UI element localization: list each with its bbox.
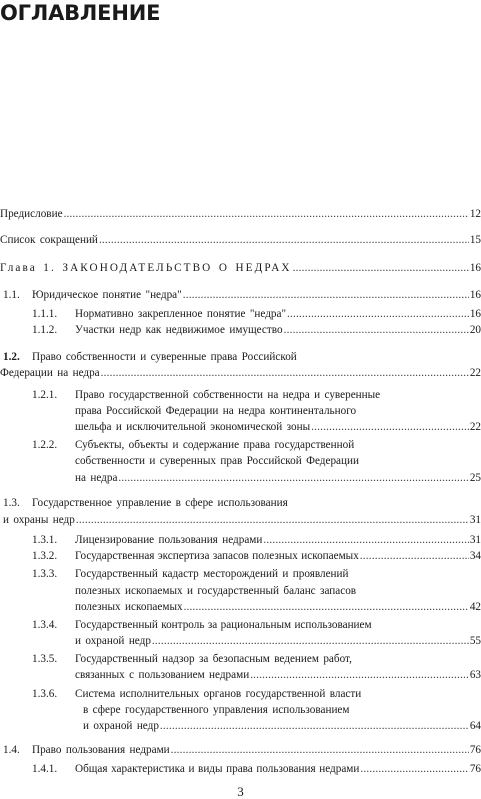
toc-page-number: 16: [469, 289, 481, 301]
toc-page-number: 22: [469, 367, 481, 379]
toc-entry-text: Участки недр как недвижимое имущество: [75, 324, 283, 336]
dot-leader: [160, 719, 469, 733]
dot-leader: [99, 233, 469, 247]
toc-entry-continuation: и охраны недр: [3, 514, 75, 526]
toc-entry-1-4-1: [75, 762, 481, 776]
dot-leader: [183, 288, 469, 302]
toc-page-number: 20: [469, 324, 481, 336]
toc-entry-1-1: [32, 288, 481, 302]
toc-section-number: 1.3.1.: [32, 534, 58, 546]
toc-entry-continuation: Федерации на недра: [0, 367, 100, 379]
toc-entry-1-3-2: [75, 549, 481, 563]
toc-entry-text: Государственный контроль за рациональным использованием: [75, 619, 372, 631]
toc-section-number: 1.3.: [3, 497, 20, 509]
dot-leader: [152, 634, 469, 648]
toc-entry-1-3-6: [83, 719, 481, 733]
toc-page-number: 12: [469, 208, 481, 220]
toc-section-number: 1.1.1.: [32, 308, 58, 320]
dot-leader: [293, 261, 469, 275]
toc-entry-text: Право пользования недрами: [32, 744, 170, 756]
toc-entry-text: Общая характеристика и виды права пользования недрами: [75, 763, 360, 775]
toc-section-number: 1.4.: [3, 744, 20, 756]
toc-page-number: 34: [469, 550, 481, 562]
toc-section-number: 1.2.: [3, 351, 20, 363]
toc-entry-1-3-3: [75, 600, 481, 614]
toc-entry-1-1-2: [75, 323, 481, 337]
toc-section-number: 1.4.1.: [32, 763, 58, 775]
toc-page-number: 76: [469, 744, 481, 756]
toc-entry-1-2-1: [75, 420, 481, 434]
toc-entry-text: Предисловие: [0, 208, 63, 220]
toc-entry-1-2-2: [75, 471, 481, 485]
toc-page-number: 63: [469, 669, 481, 681]
toc-entry-text: Право собственности и суверенные права Российской: [32, 351, 297, 363]
toc-entry-text: Субъекты, объекты и содержание права государственной: [75, 439, 355, 451]
toc-entry-abbreviations: [0, 233, 481, 247]
toc-entry-continuation: права Российской Федерации на недра континентального: [75, 405, 357, 417]
toc-entry-chapter-1: [0, 261, 481, 275]
toc-page-number: 15: [469, 234, 481, 246]
toc-entry-continuation: собственности и суверенных прав Российской Федерации: [75, 455, 359, 467]
toc-entry-1-2: [0, 366, 481, 380]
toc-entry-1-3-4: [75, 634, 481, 648]
toc-page-number: 76: [469, 763, 481, 775]
dot-leader: [76, 513, 469, 527]
toc-page-number: 25: [469, 472, 481, 484]
toc-entry-1-3: [3, 513, 481, 527]
toc-section-number: 1.3.3.: [32, 568, 58, 580]
toc-page-number: 42: [469, 601, 481, 613]
toc-entry-continuation: в сфере государственного управления использованием: [83, 704, 350, 716]
toc-entry-1-1-1: [75, 307, 481, 321]
toc-entry-text: Государственный надзор за безопасным ведением работ,: [75, 653, 352, 665]
dot-leader: [287, 307, 469, 321]
toc-entry-text: Право государственной собственности на недра и суверенные: [75, 389, 381, 401]
toc-entry-text: Государственная экспертиза запасов полезных ископаемых: [75, 550, 359, 562]
toc-page-number: 55: [469, 635, 481, 647]
toc-entry-1-4: [32, 743, 481, 757]
toc-entry-1-3-5: [75, 668, 481, 682]
toc-page-number: 22: [469, 421, 481, 433]
toc-page-number: 31: [469, 534, 481, 546]
dot-leader: [64, 207, 469, 221]
toc-section-number: 1.2.1.: [32, 389, 58, 401]
dot-leader: [171, 743, 469, 757]
toc-entry-continuation: и охраной недр: [83, 720, 159, 732]
toc-page-number: 16: [469, 308, 481, 320]
toc-entry-text: Юридическое понятие "недра": [32, 289, 182, 301]
toc-entry-text: Государственное управление в сфере использования: [32, 497, 288, 509]
toc-entry-text: Система исполнительных органов государственной власти: [75, 688, 362, 700]
toc-entry-1-3-1: [75, 533, 481, 547]
toc-entry-continuation: на недра: [75, 472, 118, 484]
toc-section-number: 1.3.2.: [32, 550, 58, 562]
toc-chapter-heading: Глава 1. ЗАКОНОДАТЕЛЬСТВО О НЕДРАХ: [0, 262, 292, 274]
toc-page-number: 64: [469, 720, 481, 732]
toc-entry-continuation: полезных ископаемых и государственный баланс запасов: [75, 585, 357, 597]
page-title: ОГЛАВЛЕНИЕ: [0, 1, 161, 25]
toc-entry-continuation: полезных ископаемых: [75, 601, 183, 613]
toc-entry-preface: [0, 207, 481, 221]
dot-leader: [311, 420, 469, 434]
page-number: 3: [237, 784, 244, 799]
toc-entry-text: Список сокращений: [0, 234, 98, 246]
toc-page-number: 31: [469, 514, 481, 526]
dot-leader: [360, 549, 469, 563]
toc-section-number: 1.3.4.: [32, 619, 58, 631]
toc-entry-continuation: связанных с пользованием недрами: [75, 669, 250, 681]
toc-entry-text: Лицензирование пользования недрами: [75, 534, 263, 546]
toc-section-number: 1.2.2.: [32, 439, 58, 451]
toc-page-number: 16: [469, 262, 481, 274]
toc-section-number: 1.1.2.: [32, 324, 58, 336]
dot-leader: [263, 533, 468, 547]
toc-entry-continuation: и охраной недр: [75, 635, 151, 647]
toc-section-number: 1.1.: [3, 289, 20, 301]
toc-entry-continuation: шельфа и исключительной экономической зоны: [75, 421, 311, 433]
toc-entry-text: Нормативно закрепленное понятие "недра": [75, 308, 287, 320]
dot-leader: [101, 366, 469, 380]
toc-entry-text: Государственный кадастр месторождений и проявлений: [75, 568, 349, 580]
dot-leader: [184, 600, 469, 614]
toc-section-number: 1.3.5.: [32, 653, 58, 665]
dot-leader: [250, 668, 469, 682]
toc-section-number: 1.3.6.: [32, 688, 58, 700]
dot-leader: [284, 323, 469, 337]
dot-leader: [118, 471, 468, 485]
dot-leader: [360, 762, 468, 776]
